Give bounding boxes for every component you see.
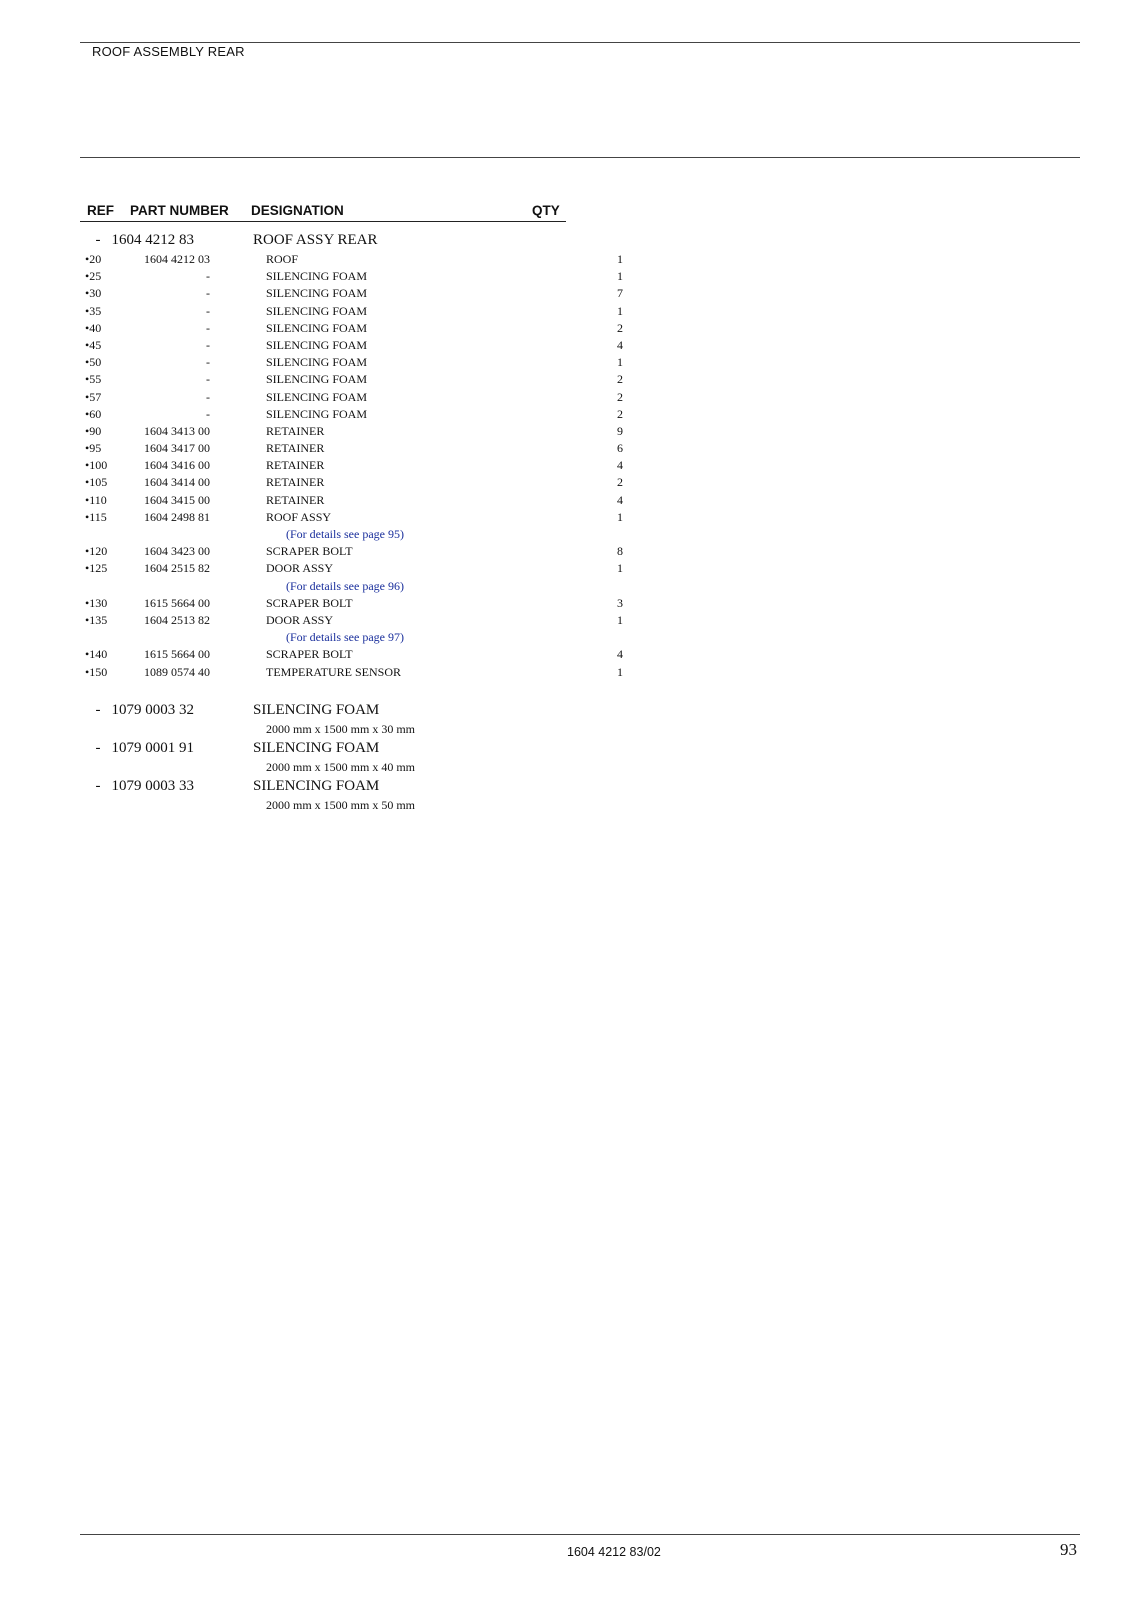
dimensions-row	[80, 760, 566, 778]
table-row	[80, 320, 623, 338]
detail-note: (For details see page 96)	[286, 578, 404, 593]
designation-cell: ROOF	[266, 252, 299, 266]
qty-cell: 1	[617, 303, 623, 318]
designation-cell: DOOR ASSY	[266, 612, 334, 627]
table-row	[80, 286, 623, 303]
ref-cell: -	[95, 777, 101, 794]
qty-cell: 4	[617, 458, 623, 473]
table-header	[80, 200, 566, 222]
part-number-cell: -	[206, 372, 210, 387]
ref-cell: •90	[85, 423, 102, 438]
ref-cell: •40	[85, 320, 102, 335]
qty-cell: 4	[617, 492, 623, 507]
part-number-cell: 1604 3423 00	[144, 544, 210, 559]
part-number-cell: 1604 3414 00	[144, 475, 210, 490]
qty-cell: 1	[617, 509, 623, 524]
ref-cell: •100	[85, 458, 108, 473]
section-title: ROOF ASSEMBLY REAR	[92, 44, 245, 59]
qty-cell: 4	[617, 647, 623, 662]
designation-cell: SILENCING FOAM	[266, 389, 368, 404]
designation-cell: SCRAPER BOLT	[266, 595, 353, 610]
table-row	[80, 252, 623, 269]
part-number-cell: 1604 2515 82	[144, 561, 210, 576]
document-code: 1604 4212 83/02	[567, 1545, 661, 1559]
ref-cell: •140	[85, 647, 108, 662]
designation-cell: SILENCING FOAM	[266, 303, 368, 318]
extra-part-row	[80, 740, 566, 760]
ref-cell: •125	[85, 561, 108, 576]
designation-cell: SILENCING FOAM	[266, 406, 368, 421]
dimensions-row	[80, 798, 566, 816]
detail-note-row	[80, 527, 566, 544]
extra-part-row	[80, 702, 566, 722]
qty-cell: 1	[617, 269, 623, 284]
qty-cell: 2	[617, 475, 623, 490]
designation-cell: SILENCING FOAM	[266, 355, 368, 370]
dimensions-row	[80, 722, 566, 740]
ref-cell: •50	[85, 355, 102, 370]
table-row	[80, 423, 623, 441]
qty-cell: 7	[617, 286, 623, 301]
ref-cell: •130	[85, 595, 108, 610]
part-number-cell: 1604 2513 82	[144, 612, 210, 627]
part-number-cell: 1615 5664 00	[144, 595, 210, 610]
col-header-designation: DESIGNATION	[251, 203, 344, 218]
designation-cell: SILENCING FOAM	[266, 320, 368, 335]
designation-cell: SILENCING FOAM	[266, 337, 368, 352]
designation-cell: RETAINER	[266, 492, 325, 507]
designation-cell: ROOF ASSY REAR	[253, 232, 378, 248]
designation-cell: RETAINER	[266, 423, 325, 438]
qty-cell: 3	[617, 595, 623, 610]
detail-note: (For details see page 95)	[286, 527, 404, 541]
ref-cell: •45	[85, 337, 102, 352]
ref-cell: •150	[85, 664, 108, 679]
page-number: 93	[1060, 1540, 1077, 1559]
table-row	[80, 561, 623, 578]
table-row	[80, 544, 623, 561]
qty-cell: 6	[617, 441, 623, 456]
qty-cell: 4	[617, 337, 623, 352]
dimensions-cell: 2000 mm x 1500 mm x 30 mm	[266, 721, 416, 736]
designation-cell: SCRAPER BOLT	[266, 647, 353, 662]
part-number-cell: 1604 3413 00	[144, 423, 210, 438]
table-row	[80, 475, 623, 492]
table-row	[80, 337, 623, 355]
table-row	[80, 595, 623, 613]
table-row	[80, 389, 623, 407]
dimensions-cell: 2000 mm x 1500 mm x 40 mm	[266, 759, 416, 774]
designation-cell: TEMPERATURE SENSOR	[266, 664, 402, 679]
designation-cell: SILENCING FOAM	[253, 777, 380, 794]
ref-cell: •57	[85, 389, 102, 404]
part-number-cell: 1089 0574 40	[144, 664, 210, 679]
part-number-cell: 1604 2498 81	[144, 509, 210, 524]
parts-table	[80, 200, 623, 816]
table-row	[80, 612, 623, 630]
qty-cell: 2	[617, 389, 623, 404]
col-header-qty: QTY	[532, 203, 560, 218]
detail-note-row	[80, 579, 566, 596]
part-number-cell: 1604 3415 00	[144, 492, 210, 507]
table-row	[80, 269, 623, 286]
table-row	[80, 664, 623, 682]
ref-cell: •120	[85, 544, 108, 559]
extras-list	[80, 702, 566, 816]
table-row	[80, 492, 623, 510]
ref-cell: •25	[85, 269, 102, 284]
ref-cell: •30	[85, 286, 102, 301]
table-row	[80, 355, 623, 372]
dimensions-cell: 2000 mm x 1500 mm x 50 mm	[266, 797, 416, 812]
designation-cell: SILENCING FOAM	[253, 701, 380, 718]
parts-list	[80, 252, 623, 682]
table-row-main-assembly	[80, 232, 566, 252]
part-number-cell: 1079 0001 91	[111, 739, 194, 756]
part-number-cell: -	[206, 269, 210, 284]
qty-cell: 1	[617, 664, 623, 679]
part-number-cell: 1079 0003 33	[111, 777, 194, 794]
ref-cell: -	[95, 739, 101, 756]
part-number-cell: 1079 0003 32	[111, 701, 194, 718]
part-number-cell: -	[206, 406, 210, 421]
ref-cell: •20	[85, 252, 102, 266]
designation-cell: SILENCING FOAM	[266, 286, 368, 301]
part-number-cell: -	[206, 303, 210, 318]
table-row	[80, 458, 623, 475]
ref-cell: -	[95, 232, 101, 248]
designation-cell: RETAINER	[266, 458, 325, 473]
footer-rule	[80, 1534, 1080, 1535]
qty-cell: 9	[617, 423, 623, 438]
part-number-cell: 1604 4212 83	[111, 232, 194, 248]
header-bottom-rule	[80, 157, 1080, 158]
designation-cell: SILENCING FOAM	[266, 372, 368, 387]
top-rule	[80, 42, 1080, 43]
qty-cell: 8	[617, 544, 623, 559]
part-number-cell: -	[206, 389, 210, 404]
ref-cell: •35	[85, 303, 102, 318]
ref-cell: •135	[85, 612, 108, 627]
table-row	[80, 647, 623, 664]
detail-note: (For details see page 97)	[286, 630, 404, 645]
table-row	[80, 509, 623, 527]
part-number-cell: 1615 5664 00	[144, 647, 210, 662]
ref-cell: •55	[85, 372, 102, 387]
extra-part-row	[80, 778, 566, 798]
table-row	[80, 406, 623, 424]
detail-note-row	[80, 630, 566, 647]
col-header-part-number: PART NUMBER	[130, 203, 229, 218]
part-number-cell: -	[206, 320, 210, 335]
ref-cell: •95	[85, 441, 102, 456]
ref-cell: -	[95, 701, 101, 718]
col-header-ref: REF	[87, 203, 114, 218]
ref-cell: •60	[85, 406, 102, 421]
part-number-cell: 1604 4212 03	[144, 252, 210, 266]
part-number-cell: 1604 3416 00	[144, 458, 210, 473]
qty-cell: 2	[617, 372, 623, 387]
qty-cell: 1	[617, 355, 623, 370]
designation-cell: RETAINER	[266, 441, 325, 456]
ref-cell: •105	[85, 475, 108, 490]
part-number-cell: -	[206, 337, 210, 352]
ref-cell: •115	[85, 509, 107, 524]
designation-cell: RETAINER	[266, 475, 325, 490]
designation-cell: SILENCING FOAM	[266, 269, 368, 284]
qty-cell: 1	[617, 561, 623, 576]
qty-cell: 1	[617, 252, 623, 266]
designation-cell: SCRAPER BOLT	[266, 544, 353, 559]
part-number-cell: 1604 3417 00	[144, 441, 210, 456]
designation-cell: ROOF ASSY	[266, 509, 332, 524]
qty-cell: 2	[617, 406, 623, 421]
table-row	[80, 372, 623, 389]
qty-cell: 2	[617, 320, 623, 335]
qty-cell: 1	[617, 612, 623, 627]
part-number-cell: -	[206, 355, 210, 370]
table-row	[80, 303, 623, 321]
ref-cell: •110	[85, 492, 107, 507]
designation-cell: SILENCING FOAM	[253, 739, 380, 756]
part-number-cell: -	[206, 286, 210, 301]
designation-cell: DOOR ASSY	[266, 561, 334, 576]
table-row	[80, 441, 623, 458]
